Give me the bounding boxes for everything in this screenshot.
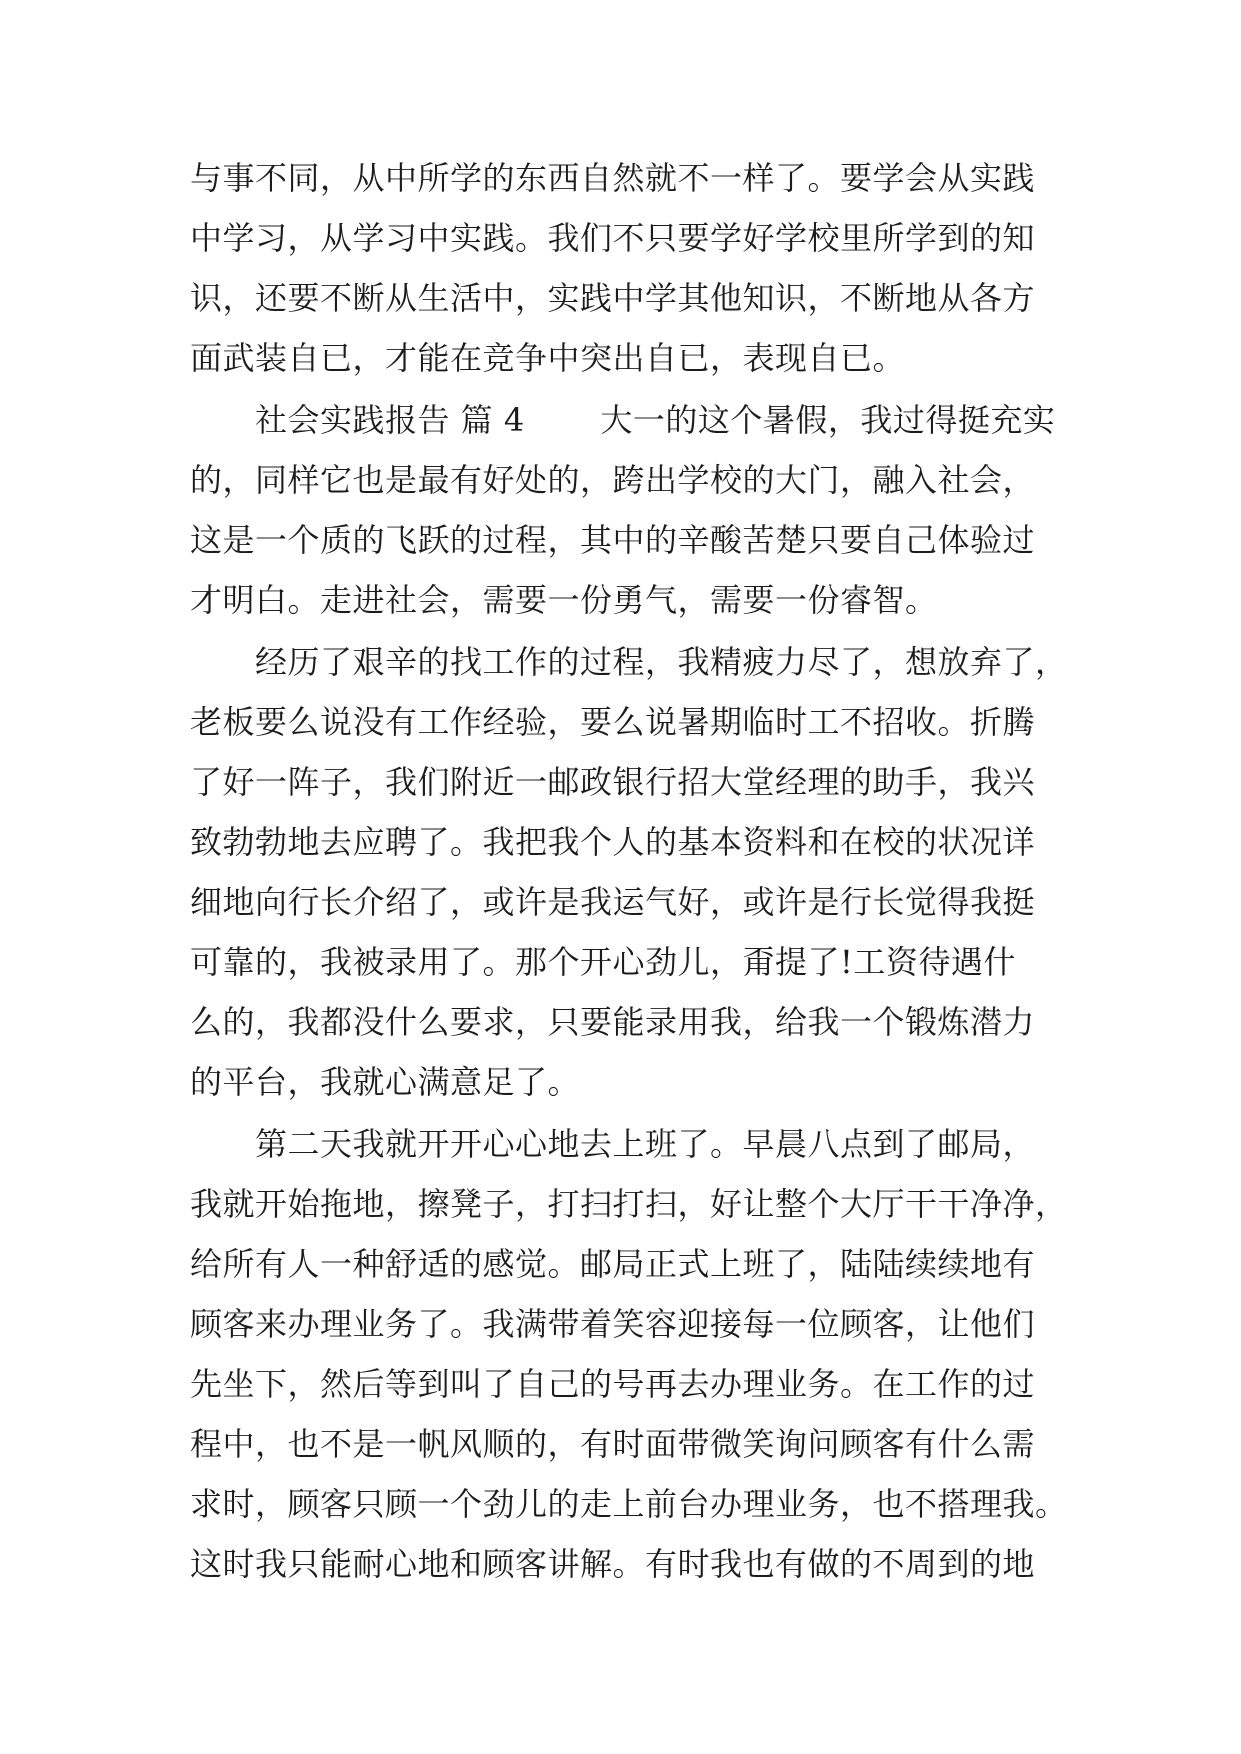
text-line: 识，还要不断从生活中，实践中学其他知识，不断地从各方 — [190, 279, 1036, 317]
text-line: 了好一阵子，我们附近一邮政银行招大堂经理的助手，我兴 — [190, 763, 1036, 801]
text-line: 这时我只能耐心地和顾客讲解。有时我也有做的不周到的地 — [190, 1545, 1036, 1583]
text-line: 给所有人一种舒适的感觉。邮局正式上班了，陆陆续续地有 — [190, 1245, 1036, 1283]
text-line: 细地向行长介绍了，或许是我运气好，或许是行长觉得我挺 — [190, 883, 1036, 921]
text-line: 顾客来办理业务了。我满带着笑容迎接每一位顾客，让他们 — [190, 1305, 1036, 1343]
text-line: 程中，也不是一帆风顺的，有时面带微笑询问顾客有什么需 — [190, 1425, 1036, 1463]
text-line: 求时，顾客只顾一个劲儿的走上前台办理业务，也不搭理我。 — [190, 1485, 1068, 1523]
text-line: 这是一个质的飞跃的过程，其中的辛酸苦楚只要自己体验过 — [190, 521, 1036, 559]
text-line: 面武装自已，才能在竞争中突出自已，表现自已。 — [190, 339, 906, 377]
text-line: 老板要么说没有工作经验，要么说暑期临时工不招收。折腾 — [190, 703, 1036, 741]
text-line: 与事不同，从中所学的东西自然就不一样了。要学会从实践 — [190, 159, 1036, 197]
text-line: 可靠的，我被录用了。那个开心劲儿，甭提了!工资待遇什 — [190, 943, 1016, 981]
text-line: 的平台，我就心满意足了。 — [190, 1063, 581, 1101]
text-line: 经历了艰辛的找工作的过程，我精疲力尽了，想放弃了， — [190, 643, 1068, 681]
section-heading-line: 社会实践报告 篇 4 大一的这个暑假，我过得挺充实 — [190, 401, 1056, 439]
text-line: 致勃勃地去应聘了。我把我个人的基本资料和在校的状况详 — [190, 823, 1036, 861]
text-line: 先坐下，然后等到叫了自己的号再去办理业务。在工作的过 — [190, 1365, 1036, 1403]
text-line: 才明白。走进社会，需要一份勇气，需要一份睿智。 — [190, 581, 938, 619]
text-line: 第二天我就开开心心地去上班了。早晨八点到了邮局， — [190, 1125, 1036, 1163]
text-line: 的，同样它也是最有好处的，跨出学校的大门，融入社会， — [190, 461, 1036, 499]
text-line: 我就开始拖地，擦凳子，打扫打扫，好让整个大厅干干净净， — [190, 1185, 1068, 1223]
text-line: 么的，我都没什么要求，只要能录用我，给我一个锻炼潜力 — [190, 1003, 1036, 1041]
text-line: 中学习，从学习中实践。我们不只要学好学校里所学到的知 — [190, 219, 1036, 257]
